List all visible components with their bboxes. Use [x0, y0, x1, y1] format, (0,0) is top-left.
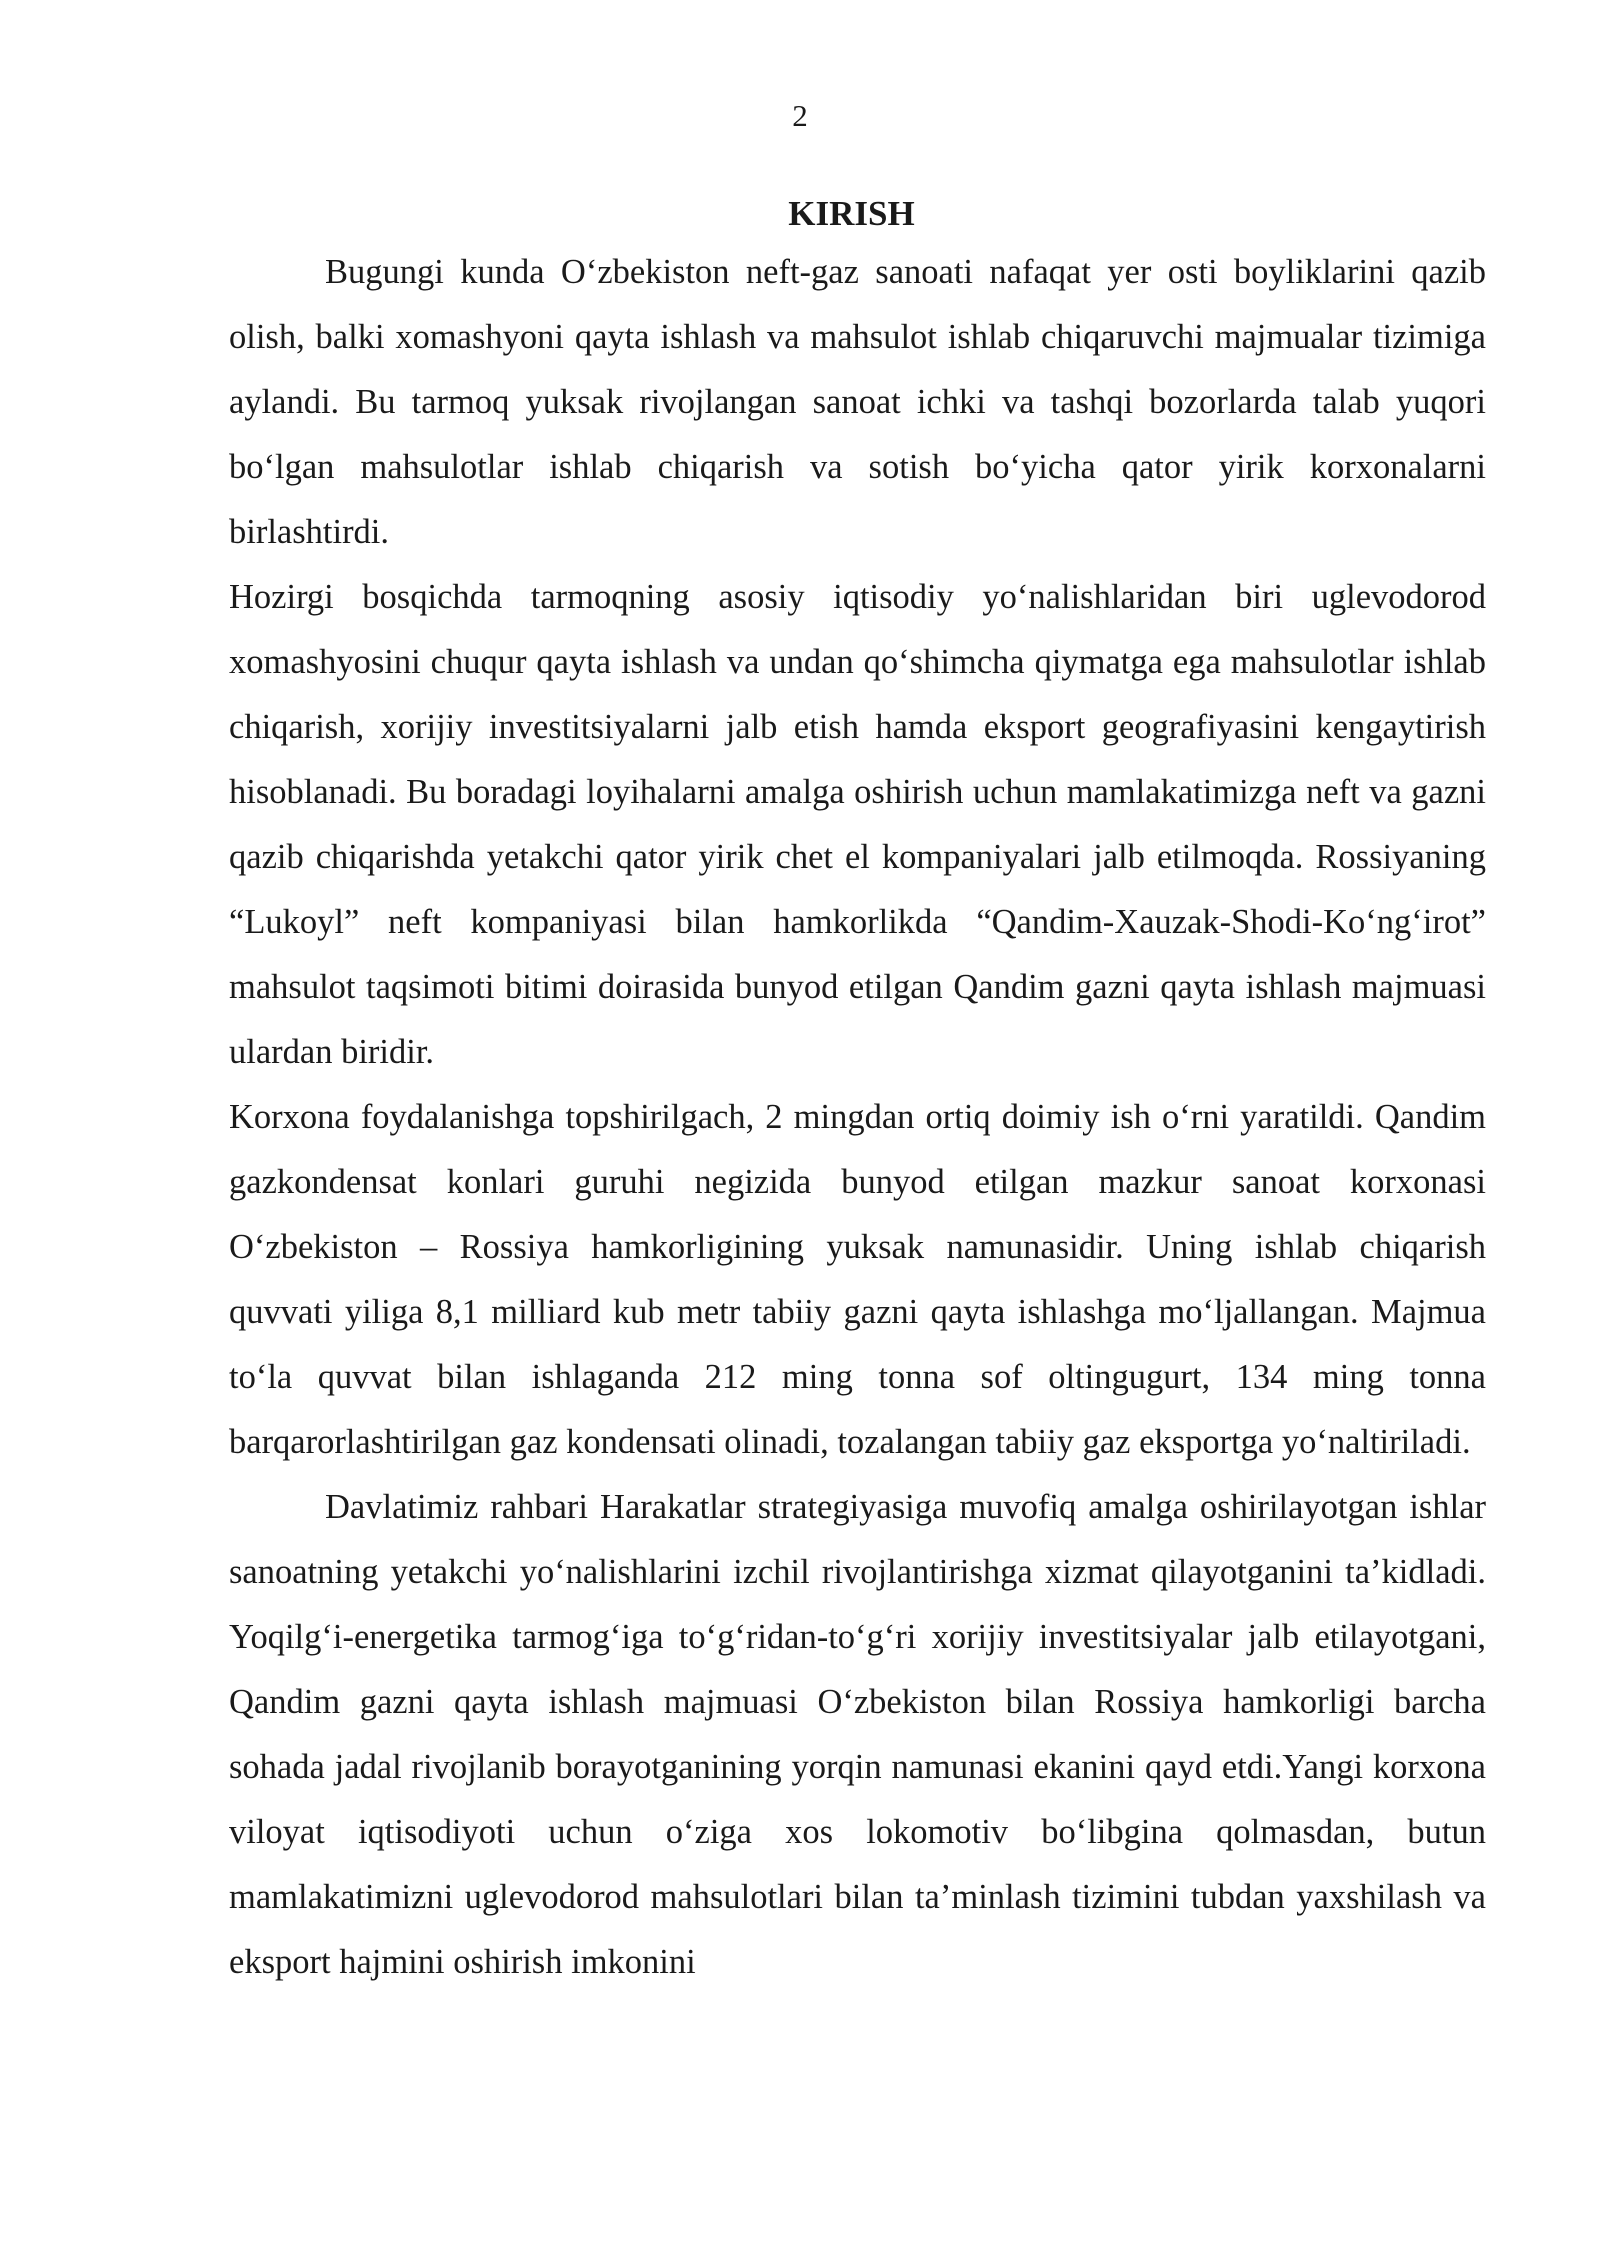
section-title: KIRISH: [788, 194, 915, 233]
paragraph-enterprise: Korxona foydalanishga topshirilgach, 2 mingdan ortiq doimiy ish o‘rni yaratildi. Qandim gazkondensat konlari guruhi negizida bunyod etilgan mazkur sanoat korxonasi O‘zbekiston – Rossiya hamkorligining yuksak namunasidir. Uning ishlab chiqarish quvvati yiliga 8,1 milliard kub metr tabiiy gazni qayta ishlashga mo‘ljallangan. Majmua to‘la quvvat bilan ishlaganda 212 ming tonna sof oltingugurt, 134 ming tonna barqarorlashtirilgan gaz kondensati olinadi, tozalangan tabiiy gaz eksportga yo‘naltiriladi.: [229, 1098, 1486, 1461]
paragraph-intro: Bugungi kunda O‘zbekiston neft-gaz sanoati nafaqat yer osti boyliklarini qazib olish, balki xomashyoni qayta ishlash va mahsulot ishlab chiqaruvchi majmualar tizimiga aylandi. Bu tarmoq yuksak rivojlangan sanoat ichki va tashqi bozorlarda talab yuqori bo‘lgan mahsulotlar ishlab chiqarish va sotish bo‘yicha qator yirik korxonalarni birlashtirdi.: [229, 253, 1486, 551]
page-number: 2: [792, 98, 808, 133]
paragraph-current-stage: Hozirgi bosqichda tarmoqning asosiy iqtisodiy yo‘nalishlaridan biri uglevodorod xomashyosini chuqur qayta ishlash va undan qo‘shimcha qiymatga ega mahsulotlar ishlab chiqarish, xorijiy investitsiyalarni jalb etish hamda eksport geografiyasini kengaytirish hisoblanadi. Bu boradagi loyihalarni amalga oshirish uchun mamlakatimizga neft va gazni qazib chiqarishda yetakchi qator yirik chet el kompaniyalari jalb etilmoqda. Rossiyaning “Lukoyl” neft kompaniyasi bilan hamkorlikda “Qandim-Xauzak-Shodi-Ko‘ng‘irot” mahsulot taqsimoti bitimi doirasida bunyod etilgan Qandim gazni qayta ishlash majmuasi ulardan biridir.: [229, 578, 1486, 1071]
document-body: [229, 192, 1486, 1995]
paragraph-strategy: Davlatimiz rahbari Harakatlar strategiyasiga muvofiq amalga oshirilayotgan ishlar sanoatning yetakchi yo‘nalishlarini izchil rivojlantirishga xizmat qilayotganini ta’kidladi. Yoqilg‘i-energetika tarmog‘iga to‘g‘ridan-to‘g‘ri xorijiy investitsiyalar jalb etilayotgani, Qandim gazni qayta ishlash majmuasi O‘zbekiston bilan Rossiya hamkorligi barcha sohada jadal rivojlanib borayotganining yorqin namunasi ekanini qayd etdi.Yangi korxona viloyat iqtisodiyoti uchun o‘ziga xos lokomotiv bo‘libgina qolmasdan, butun mamlakatimizni uglevodorod mahsulotlari bilan ta’minlash tizimini tubdan yaxshilash va eksport hajmini oshirish imkonini: [229, 1488, 1486, 1981]
